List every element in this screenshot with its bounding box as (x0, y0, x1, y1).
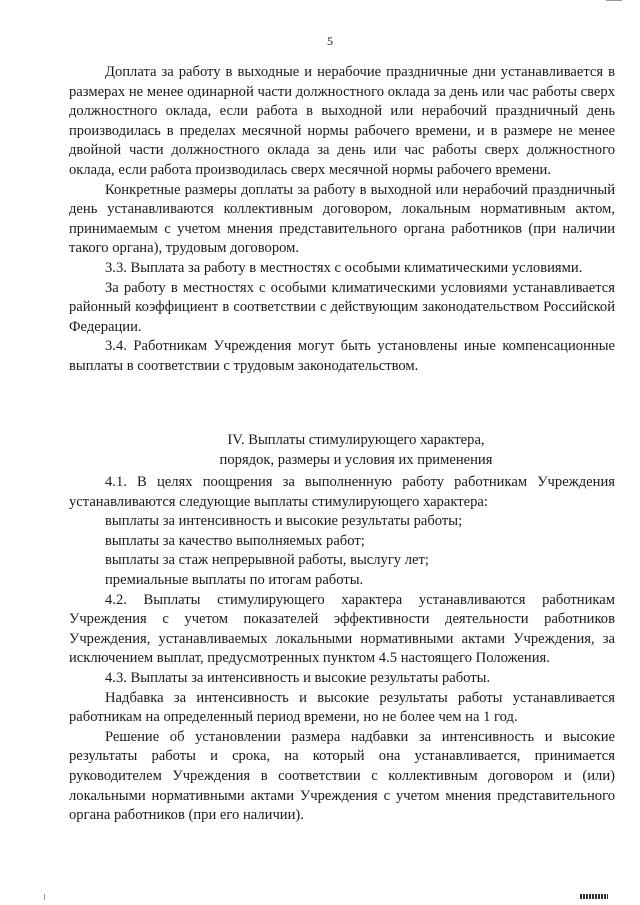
section-heading (83, 430, 629, 470)
paragraph-regional-coefficient: За работу в местностях с особыми климатическими условиями устанавливается районный коэффициент в соответствии с действующим законодательством Российской Федерации. (69, 279, 615, 335)
paragraph-3-3: 3.3. Выплата за работу в местностях с особыми климатическими условиями. (105, 259, 583, 276)
paragraph-4-2: 4.2. Выплаты стимулирующего характера устанавливаются работникам Учреждения с учетом показателей эффективности деятельности работников Учреждения, устанавливаемых локальными нормативными актами Учреждения, за исключением выплат, предусмотренных пунктом 4.5 настоящего Положения. (69, 591, 615, 667)
paragraph-bonus-period: Надбавка за интенсивность и высокие результаты работы устанавливается работникам на определенный период времени, но не более чем на 1 год. (69, 689, 615, 726)
scan-mark-bottom-left (44, 894, 45, 900)
paragraph-specific-amounts: Конкретные размеры доплаты за работу в выходной или нерабочий праздничный день устанавливаются коллективным договором, локальным нормативным актом, принимаемым с учетом мнения представительного органа работников (при наличии такого органа), трудовым договором. (69, 181, 615, 257)
list-item: премиальные выплаты по итогам работы. (105, 571, 364, 588)
heading-line-2: порядок, размеры и условия их применения (219, 452, 493, 468)
section-incentive-text (69, 473, 615, 826)
paragraph-4-3: 4.3. Выплаты за интенсивность и высокие результаты работы. (105, 669, 491, 686)
paragraph-4-1: 4.1. В целях поощрения за выполненную работу работникам Учреждения устанавливаются следующие выплаты стимулирующего характера: (69, 474, 615, 510)
paragraph-weekend-pay: Доплата за работу в выходные и нерабочие праздничные дни устанавливается в размерах не менее одинарной части должностного оклада за день или час работы сверх должностного оклада, если работа в выходной или нерабочий праздничный день производилась в пределах месячной нормы рабочего времени, и в размере не менее двойной части должностного оклада за день или час работы сверх должностного оклада, если работа производилась сверх месячной нормы рабочего времени. (69, 64, 615, 178)
list-item: выплаты за интенсивность и высокие результаты работы; (105, 513, 463, 530)
paragraph-bonus-decision: Решение об установлении размера надбавки за интенсивность и высокие результаты работы и срока, на который она устанавливается, принимается руководителем Учреждения в соответствии с коллективным договором и (или) локальными нормативными актами Учреждения с учетом мнения представительного органа работников (при его наличии). (69, 728, 615, 824)
heading-line-1: IV. Выплаты стимулирующего характера, (227, 432, 485, 448)
section-compensation-text (69, 63, 615, 377)
barcode-mark (580, 894, 608, 899)
page-number: 5 (327, 34, 333, 48)
paragraph-3-4: 3.4. Работникам Учреждения могут быть установлены иные компенсационные выплаты в соответствии с трудовым законодательством. (69, 338, 615, 374)
scan-mark-top (606, 0, 622, 5)
list-item: выплаты за качество выполняемых работ; (105, 532, 365, 549)
list-item: выплаты за стаж непрерывной работы, выслугу лет; (105, 552, 429, 569)
